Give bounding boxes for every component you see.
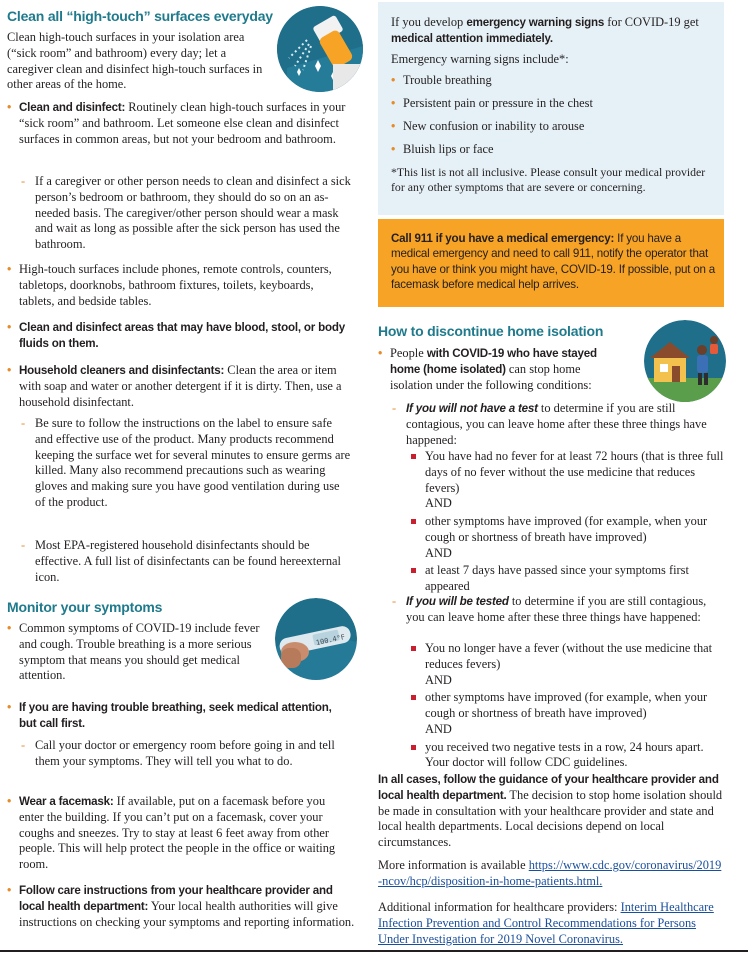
tested-item xyxy=(378,594,724,626)
thermometer-reading: 100.4°F xyxy=(315,633,346,648)
care-label: Follow care instructions from your healthcare provider and local health department: xyxy=(19,884,333,913)
clean-disinfect-text: Routinely clean high-touch surfaces in your “sick room” and bathroom. Let someone else clean and disinfect surfaces in common areas, but not your bedroom and bathroom. xyxy=(19,100,346,146)
and-label: AND xyxy=(425,721,452,736)
bottom-rule xyxy=(0,950,748,952)
condition-item: You have had no fever for at least 72 hours (that is three full days of no fever without the use medicine that reduces fevers) xyxy=(406,449,724,496)
warning-intro xyxy=(391,15,716,47)
sign-item: • Persistent pain or pressure in the chest xyxy=(391,96,711,112)
and-label: AND xyxy=(425,545,452,560)
breathing-item xyxy=(7,700,337,732)
emergency-label: Call 911 if you have a medical emergency: xyxy=(391,232,615,245)
additional-label: Additional information for healthcare providers: xyxy=(378,900,621,914)
and-label: AND xyxy=(425,672,452,687)
spray-bottle-icon xyxy=(277,6,363,92)
household-label: Household cleaners and disinfectants: xyxy=(19,364,225,377)
emergency-body: If you have a medical emergency and need to call 911, notify the operator that you have or think you might have, COVID-19. If possible, put on a facemask before medical help arrives. xyxy=(391,232,716,291)
call-item: - Call your doctor or emergency room before going in and tell them your symptoms. They will tell you what to do. xyxy=(7,738,359,770)
warning-intro-a: If you develop xyxy=(391,15,467,29)
no-test-text: to determine if you are still contagious, you can leave home after these three things have happened: xyxy=(406,401,707,447)
fluids-item xyxy=(7,320,352,352)
clean-disinfect-item xyxy=(7,100,347,147)
discontinue-heading: How to discontinue home isolation xyxy=(378,323,604,339)
tested-label: If you will be tested xyxy=(406,595,509,608)
tested-text: to determine if you are still contagious, you can leave home after these three things have happened: xyxy=(406,594,707,624)
clean-intro: Clean high-touch surfaces in your isolation area (“sick room” and bathroom) every day; let a caregiver clean and disinfect high-touch surfaces in other areas of the home. xyxy=(7,30,263,92)
clean-disinfect-label: Clean and disinfect: xyxy=(19,101,126,114)
no-test-list xyxy=(406,449,724,595)
care-item xyxy=(7,883,359,930)
additional-text xyxy=(378,900,724,947)
sign-item: • Trouble breathing xyxy=(391,73,711,89)
discontinue-intro-c: can stop home isolation under the following conditions: xyxy=(390,361,592,392)
monitor-heading: Monitor your symptoms xyxy=(7,599,163,615)
signs-intro: Emergency warning signs include*: xyxy=(391,52,569,66)
emergency-text xyxy=(391,231,716,292)
warning-intro-b: emergency warning signs xyxy=(466,16,605,29)
facemask-label: Wear a facemask: xyxy=(19,795,114,808)
caregiver-item: - If a caregiver or other person needs to clean and disinfect a sick person’s bedroom or bathroom, they should do so on an as-needed basis. The caregiver/other person should wear a mask and wait as long as possible after the sick person has used the bathroom. xyxy=(7,174,352,253)
more-info-link[interactable]: https://www.cdc.gov/coronavirus/2019-ncov/hcp/disposition-in-home-patients.html. xyxy=(378,858,722,888)
warning-intro-c: for COVID-19 get xyxy=(604,15,699,29)
epa-item: - Most EPA-registered household disinfectants should be effective. A full list of disinfectants can be found hereexternal icon. xyxy=(7,538,352,585)
facemask-text: If available, put on a facemask before you enter the building. If you can’t put on a facemask, cover your coughs and sneezes. Try to stay at least 6 feet away from other people. This will help protect the people in the office or waiting room. xyxy=(19,794,336,871)
fluids-label: Clean and disinfect areas that may have blood, stool, or body fluids on them. xyxy=(19,321,346,350)
additional-link[interactable]: Interim Healthcare Infection Prevention and Control Recommendations for Persons Under Investigation for 2019 Novel Coronavirus. xyxy=(378,900,714,946)
tested-list xyxy=(406,641,724,771)
care-text: Your local health authorities will give instructions on checking your symptoms and reporting information. xyxy=(19,898,355,929)
all-cases-body: The decision to stop home isolation should be made in consultation with your healthcare provider and state and local health departments. Local decisions depend on local circumstances. xyxy=(378,787,723,849)
discontinue-intro-b: with COVID-19 who have stayed home (home isolated) xyxy=(390,347,597,376)
condition-item: You no longer have a fever (without the use medicine that reduces fevers) xyxy=(406,641,724,673)
facemask-item xyxy=(7,794,352,873)
discontinue-intro xyxy=(378,346,620,393)
sign-item: • Bluish lips or face xyxy=(391,142,711,158)
thermometer-icon xyxy=(275,598,357,680)
household-item xyxy=(7,363,352,410)
no-test-item xyxy=(378,401,724,448)
signs-note: *This list is not all inclusive. Please consult your medical provider for any other symptoms that are severe or concerning. xyxy=(391,165,706,194)
surfaces-item: • High-touch surfaces include phones, remote controls, counters, tabletops, doorknobs, bathroom fixtures, toilets, keyboards, tablets, and bedside tables. xyxy=(7,262,352,309)
all-cases-text xyxy=(378,772,724,851)
condition-item: you received two negative tests in a row, 24 hours apart. Your doctor will follow CDC guidelines. xyxy=(406,740,724,772)
condition-item: at least 7 days have passed since your symptoms first appeared xyxy=(406,563,724,595)
condition-item: other symptoms have improved (for example, when your cough or shortness of breath have improved) xyxy=(406,690,724,722)
more-info-text xyxy=(378,858,724,890)
symptoms-item: • Common symptoms of COVID-19 include fever and cough. Trouble breathing is a more serious symptom that means you should get medical attention. xyxy=(7,621,265,684)
discontinue-intro-a: People xyxy=(390,346,427,360)
all-cases-label: In all cases, follow the guidance of your healthcare provider and local health department. xyxy=(378,773,719,802)
sign-item: • New confusion or inability to arouse xyxy=(391,119,711,135)
and-label: AND xyxy=(425,496,452,511)
clean-heading: Clean all “high-touch” surfaces everyday xyxy=(7,8,273,24)
condition-item: other symptoms have improved (for example, when your cough or shortness of breath have improved) xyxy=(406,514,724,546)
label-item: - Be sure to follow the instructions on the label to ensure safe and effective use of the product. Many products recommend keeping the surface wet for several minutes to ensure germs are killed. Many also recommend precautions such as wearing gloves and making sure you have good ventilation during use of the product. xyxy=(7,416,352,511)
more-info-label: More information is available xyxy=(378,858,529,872)
household-text: Clean the area or item with soap and water or another detergent if it is dirty. Then, use a household disinfectant. xyxy=(19,363,342,409)
breathing-label: If you are having trouble breathing, seek medical attention, but call first. xyxy=(19,701,332,730)
no-test-label: If you will not have a test xyxy=(406,402,538,415)
warning-intro-d: medical attention immediately. xyxy=(391,31,553,45)
family-home-icon xyxy=(644,320,726,402)
